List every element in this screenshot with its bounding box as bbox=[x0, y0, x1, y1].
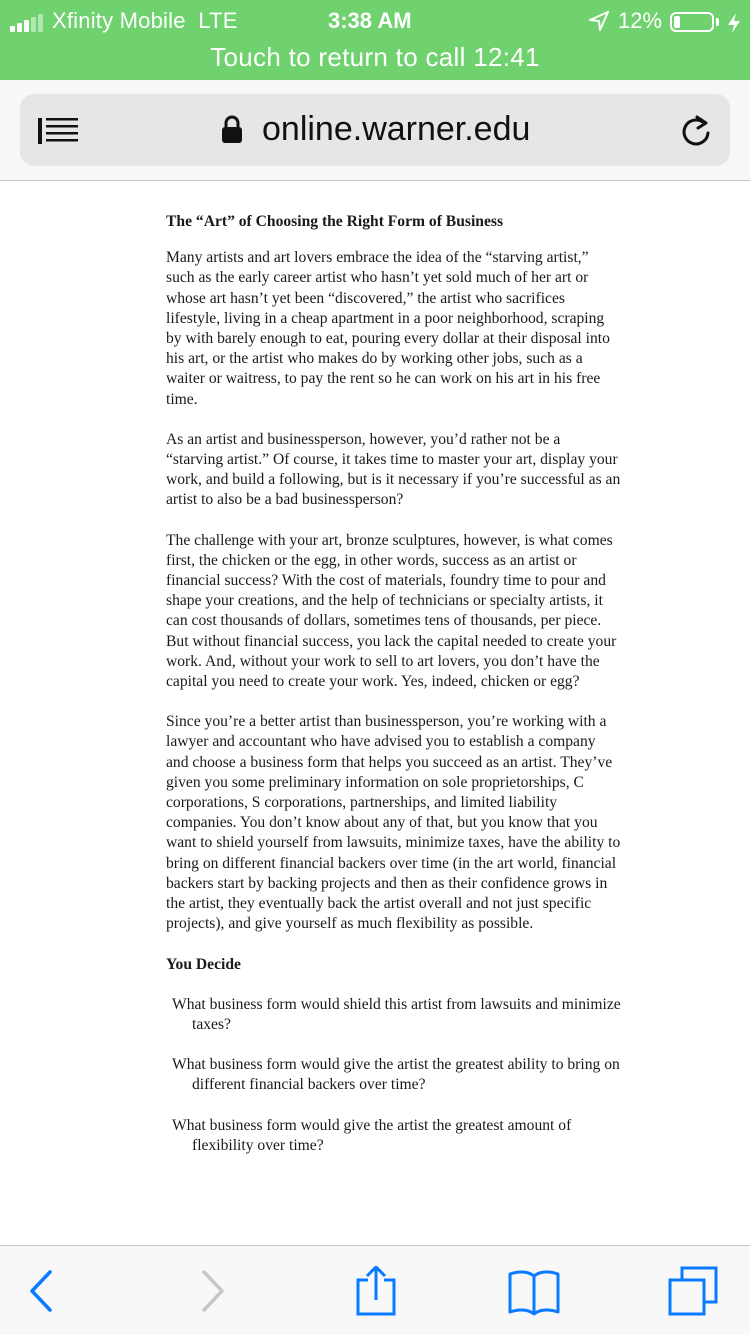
url-text[interactable]: online.warner.edu bbox=[262, 110, 531, 148]
network-type: LTE bbox=[198, 8, 238, 33]
document-content bbox=[166, 212, 621, 1176]
signal-strength-icon bbox=[10, 14, 43, 32]
address-bar[interactable] bbox=[20, 94, 730, 166]
paragraph: As an artist and businessperson, however, you’d rather not be a “starving artist.” Of course, it takes time to master your art, display your work, and build a following, but is it necessary if you’re successful as an artist to also be a bad businessperson? bbox=[166, 430, 621, 509]
paragraph: The challenge with your art, bronze sculptures, however, is what comes first, the chicken or the egg, in other words, success as an artist or financial success? With the cost of materials, foundry time to pour and shape your creations, and the help of technicians or specialty artists, it can cost thousands of dollars, sometimes tens of thousands, per piece. But without financial success, you lack the capital needed to create your work. And, without your work to sell to art lovers, you don’t have the capital you need to create your work. Yes, indeed, chicken or egg? bbox=[166, 531, 617, 691]
carrier-label: Xfinity Mobile LTE bbox=[52, 8, 238, 33]
status-bar[interactable] bbox=[0, 0, 750, 80]
question-item: What business form would give the artist the greatest amount of flexibility over time? bbox=[172, 1116, 572, 1154]
browser-top-toolbar bbox=[0, 80, 750, 181]
tabs-button[interactable] bbox=[666, 1266, 722, 1316]
forward-button[interactable] bbox=[182, 1266, 238, 1316]
battery-percent: 12% bbox=[618, 8, 663, 33]
battery-nub bbox=[716, 18, 719, 26]
back-icon bbox=[16, 1266, 72, 1316]
section-heading: You Decide bbox=[166, 955, 241, 973]
lock-icon bbox=[220, 114, 244, 144]
clock: 3:38 AM bbox=[328, 8, 412, 33]
return-to-call-banner[interactable]: Touch to return to call 12:41 bbox=[210, 42, 540, 72]
bookmarks-icon bbox=[506, 1266, 562, 1316]
back-button[interactable] bbox=[16, 1266, 72, 1316]
reader-icon[interactable] bbox=[38, 114, 80, 146]
question-item: What business form would give the artist the greatest ability to bring on different financial backers over time? bbox=[172, 1056, 620, 1094]
paragraph: Many artists and art lovers embrace the idea of the “starving artist,” such as the early career artist who hasn’t yet sold much of her art or whose art hasn’t yet been “discovered,” the artist who sacrifices lifestyle, living in a cheap apartment in a poor neighborhood, scraping by with barely enough to eat, pouring every dollar at their disposal into his art, or the artist who makes do by working other jobs, such as a waiter or waitress, to pay the rent so he can work on his art in his free time. bbox=[166, 249, 610, 408]
share-button[interactable] bbox=[348, 1266, 404, 1316]
paragraph: Since you’re a better artist than businessperson, you’re working with a lawyer and accountant who have advised you to establish a company and choose a business form that helps you succeed as an artist. They’ve given you some preliminary information on sole proprietorships, C corporations, S corporations, partnerships, and limited liability companies. You don’t know about any of that, but you know that you want to shield yourself from lawsuits, minimize taxes, have the ability to bring on different financial backers over time (in the art world, financial backers start by backing projects and then as their confidence grows in the artist, they eventually back the artist overall and not just specific projects), and give yourself as much flexibility as possible. bbox=[166, 713, 621, 933]
forward-icon bbox=[182, 1266, 238, 1316]
share-icon bbox=[348, 1266, 404, 1316]
browser-bottom-toolbar bbox=[0, 1245, 750, 1335]
reload-icon[interactable] bbox=[680, 114, 712, 148]
battery-icon bbox=[670, 12, 714, 32]
question-item: What business form would shield this artist from lawsuits and minimize taxes? bbox=[172, 995, 621, 1033]
bookmarks-button[interactable] bbox=[506, 1266, 562, 1316]
document-title: The “Art” of Choosing the Right Form of Business bbox=[166, 213, 504, 230]
location-arrow-icon bbox=[588, 10, 610, 32]
tabs-icon bbox=[666, 1266, 722, 1316]
charging-bolt-icon bbox=[726, 12, 742, 34]
